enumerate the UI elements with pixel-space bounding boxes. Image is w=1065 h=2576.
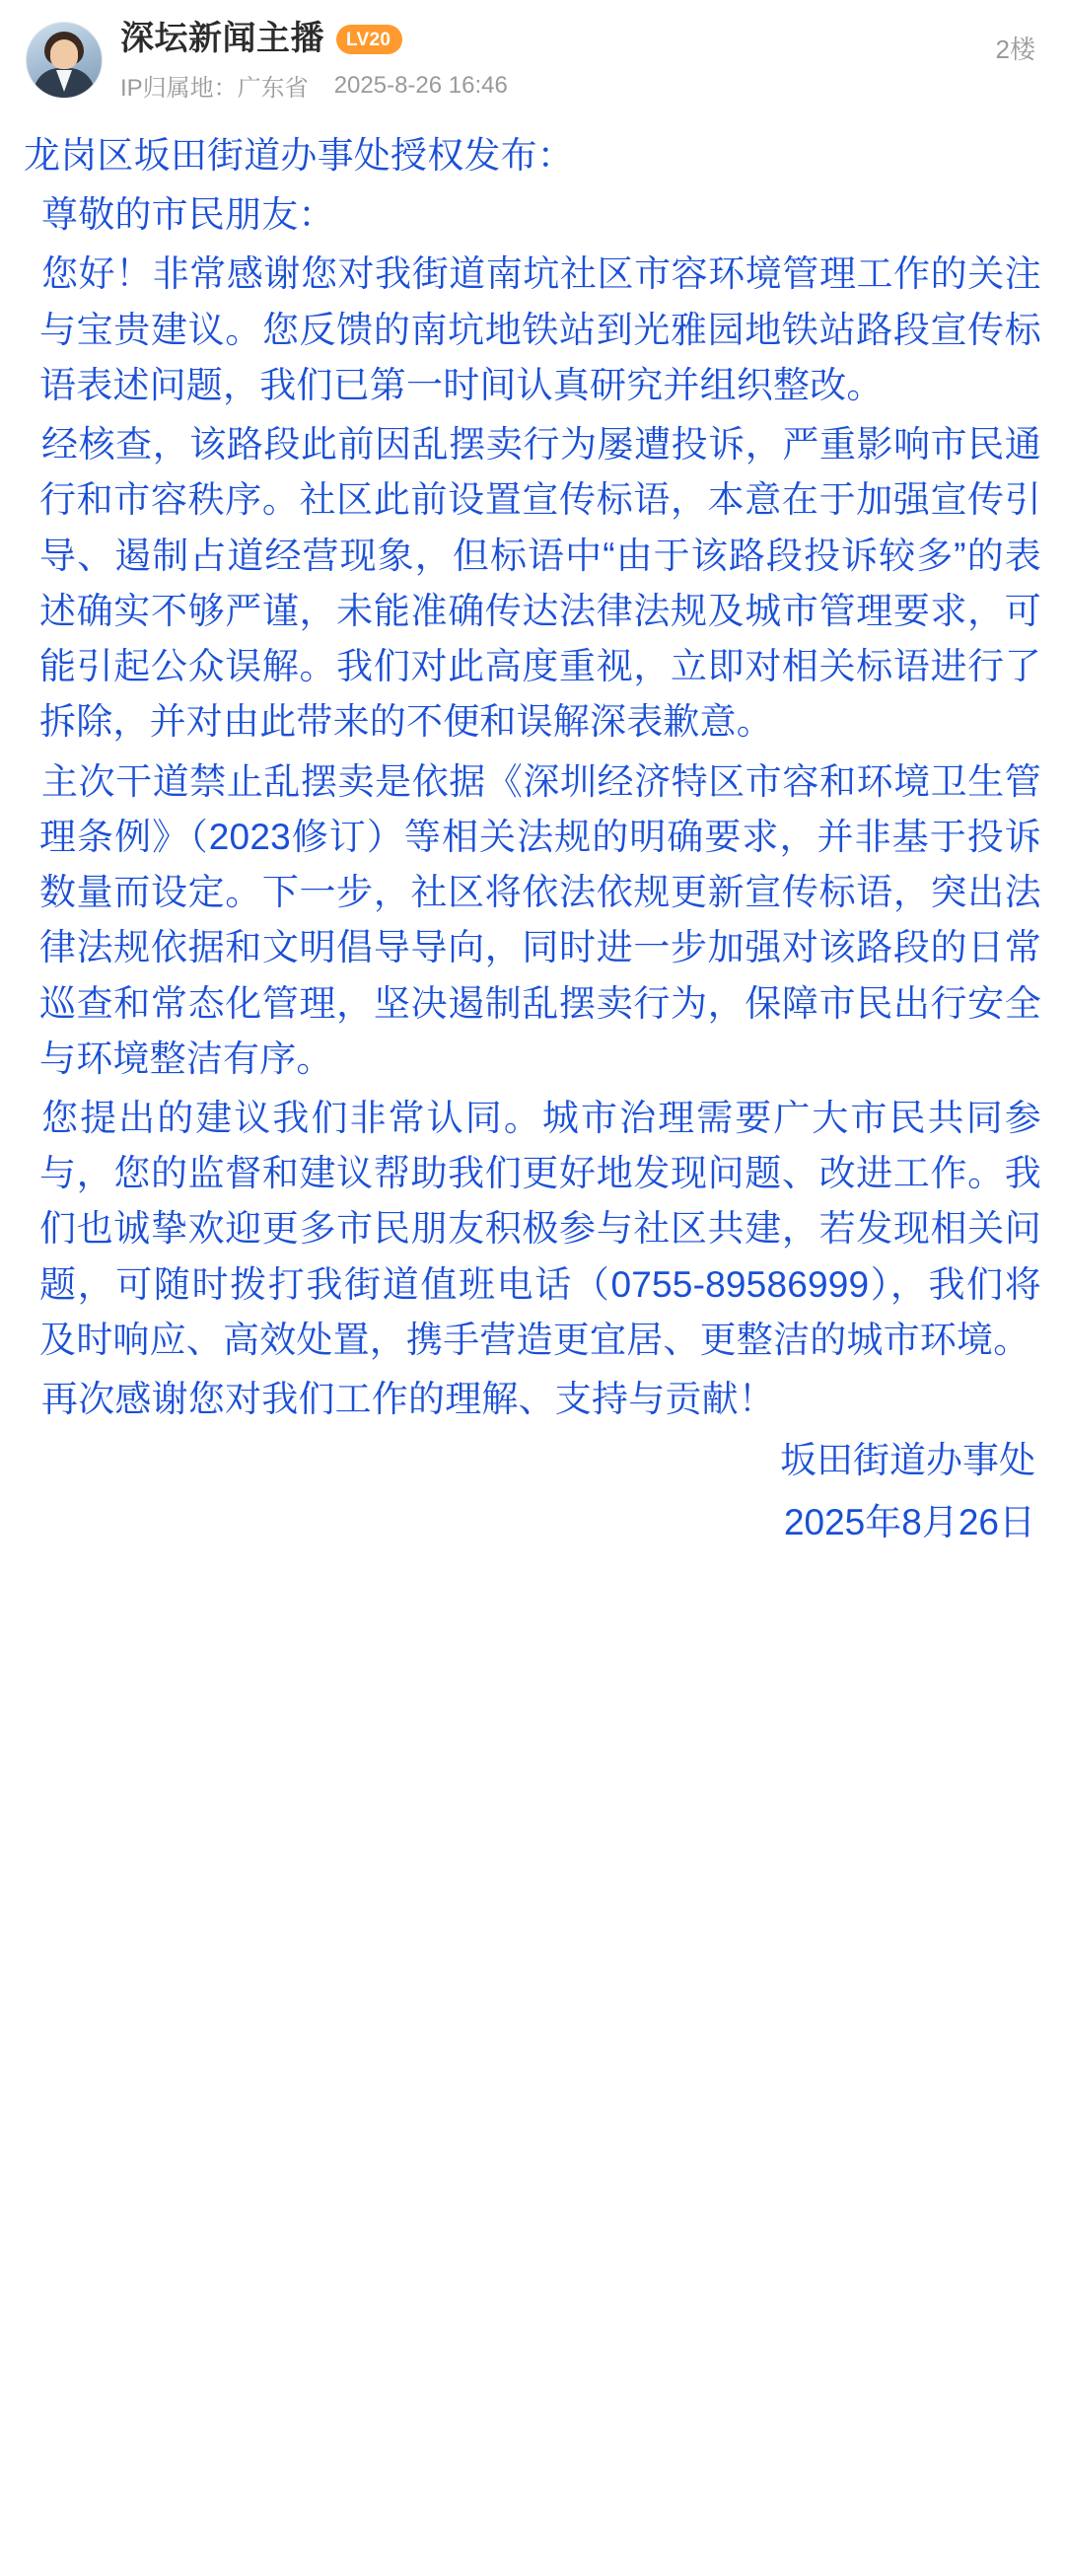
post-meta [120, 68, 1039, 103]
ip-location: IP归属地：广东省 [120, 75, 309, 102]
post-title: 龙岗区坂田街道办事处授权发布： [24, 135, 574, 176]
post-timestamp: 2025-8-26 16:46 [333, 71, 508, 99]
signature-date: 2025年8月26日 [783, 1501, 1035, 1542]
post-paragraph: 经核查，该路段此前因乱摆卖行为屡遭投诉，严重影响市民通行和市容秩序。社区此前设置宣传标语，本意在于加强宣传引导、遏制占道经营现象，但标语中“由于该路段投诉较多”的表述确实不够严谨，未能准确传达法律法规及城市管理要求，可能引起公众误解。我们对此高度重视，立即对相关标语进行了拆除，并对由此带来的不便和误解深表歉意。 [39, 424, 1041, 743]
level-badge: LV20 [336, 25, 402, 54]
author-info [120, 22, 1039, 103]
post-paragraph: 尊敬的市民朋友： [41, 194, 335, 236]
post-paragraph: 主次干道禁止乱摆卖是依据《深圳经济特区市容和环境卫生管理条例》（2023修订）等相关法规的明确要求，并非基于投诉数量而设定。下一步，社区将依法依规更新宣传标语，突出法律法规依据和文明倡导导向，同时进一步加强对该路段的日常巡查和常态化管理，坚决遏制乱摆卖行为，保障市民出行安全与环境整洁有序。 [39, 760, 1041, 1079]
post-content [0, 103, 1065, 1590]
signature-org: 坂田街道办事处 [780, 1440, 1035, 1481]
author-name-row [120, 22, 1039, 55]
avatar[interactable] [26, 22, 103, 99]
avatar-face-shape [50, 39, 78, 69]
post-paragraph: 您提出的建议我们非常认同。城市治理需要广大市民共同参与，您的监督和建议帮助我们更好地发现问题、改进工作。我们也诚挚欢迎更多市民朋友积极参与社区共建，若发现相关问题，可随时拨打我街道值班电话（0755-89586999），我们将及时响应、高效处置，携手营造更宜居、更整洁的城市环境。 [39, 1097, 1041, 1360]
post-header [0, 0, 1065, 103]
post-paragraph: 再次感谢您对我们工作的理解、支持与贡献！ [41, 1379, 775, 1420]
post-paragraph: 您好！非常感谢您对我街道南坑社区市容环境管理工作的关注与宝贵建议。您反馈的南坑地铁站到光雅园地铁站路段宣传标语表述问题，我们已第一时间认真研究并组织整改。 [39, 253, 1041, 405]
floor-number: 2楼 [995, 35, 1035, 64]
author-name[interactable]: 深坛新闻主播 [120, 20, 324, 57]
